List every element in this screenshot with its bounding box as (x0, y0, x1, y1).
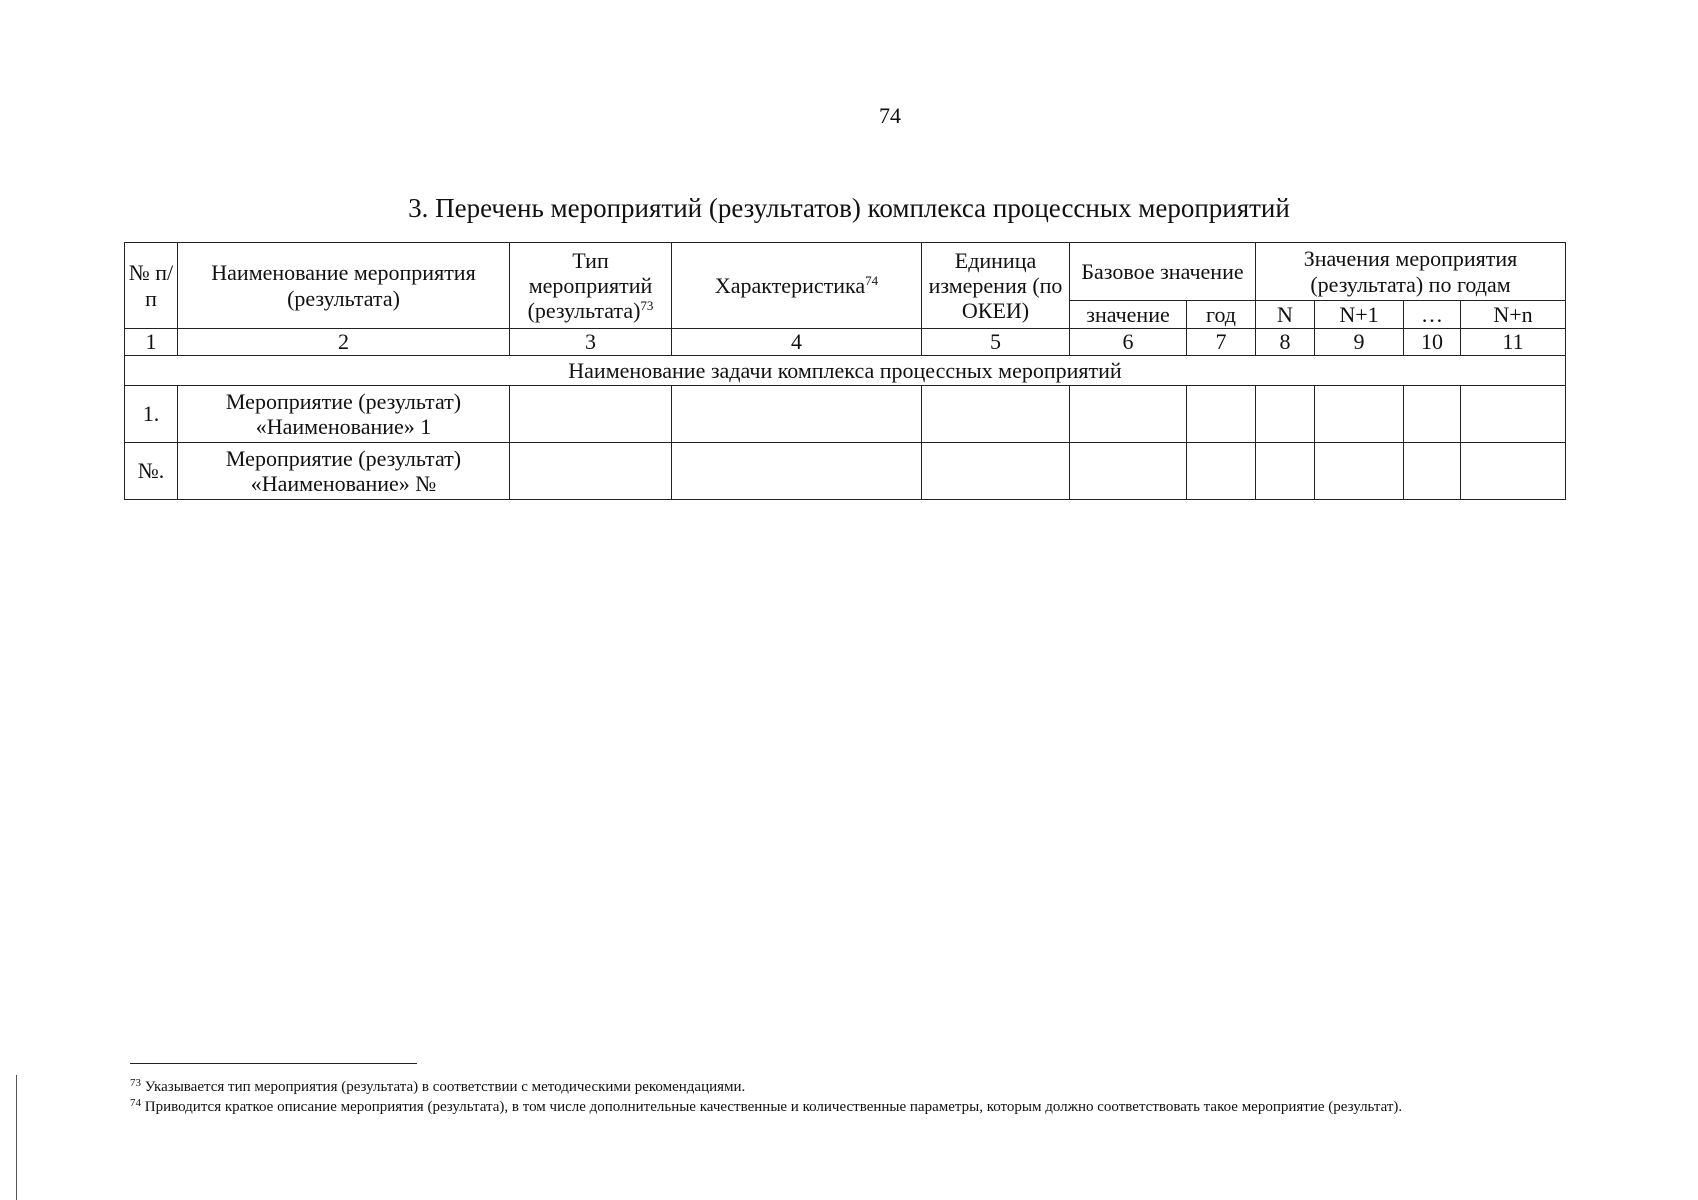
row-name (178, 386, 510, 443)
empty-cell (922, 443, 1070, 500)
column-number-row (125, 329, 1566, 356)
column-number: 5 (922, 329, 1070, 356)
header-name: Наименование мероприятия (результата) (178, 243, 510, 329)
header-values-by-year: Значения мероприятия (результата) по годам (1256, 243, 1566, 301)
header-type (510, 243, 672, 329)
empty-cell (1461, 443, 1566, 500)
row-name (178, 443, 510, 500)
header-base-value: значение (1070, 301, 1187, 329)
row-name-line1: Мероприятие (результат) (225, 445, 462, 471)
task-row (125, 356, 1566, 386)
empty-cell (672, 386, 922, 443)
column-number: 8 (1256, 329, 1315, 356)
empty-cell (1070, 386, 1187, 443)
column-number: 6 (1070, 329, 1187, 356)
column-number: 10 (1404, 329, 1461, 356)
header-base-year: год (1187, 301, 1256, 329)
empty-cell (1461, 386, 1566, 443)
row-name-line2: «Наименование» 1 (255, 414, 432, 439)
header-num: № п/п (125, 243, 178, 329)
empty-cell (510, 386, 672, 443)
task-name: Наименование задачи комплекса процессных мероприятий (125, 356, 1566, 386)
header-year-nn: N+n (1461, 301, 1566, 329)
empty-cell (1404, 443, 1461, 500)
row-name-line2: «Наименование» № (250, 471, 437, 496)
footnote-mark: 74 (130, 1096, 141, 1109)
column-number: 4 (672, 329, 922, 356)
header-unit: Единица измерения (по ОКЕИ) (922, 243, 1070, 329)
scan-edge-line (16, 1075, 17, 1200)
footnote-73 (130, 1078, 1600, 1098)
header-base: Базовое значение (1070, 243, 1256, 301)
column-number: 9 (1315, 329, 1404, 356)
empty-cell (922, 386, 1070, 443)
column-number: 2 (178, 329, 510, 356)
header-characteristic-text: Характеристика (714, 272, 866, 298)
footnotes (130, 1078, 1600, 1117)
header-year-n1: N+1 (1315, 301, 1404, 329)
activities-table (124, 242, 1566, 500)
empty-cell (1187, 386, 1256, 443)
empty-cell (672, 443, 922, 500)
footnote-74 (130, 1098, 1600, 1118)
empty-cell (1256, 443, 1315, 500)
empty-cell (1404, 386, 1461, 443)
row-num: №. (125, 443, 178, 500)
column-number: 3 (510, 329, 672, 356)
row-num: 1. (125, 386, 178, 443)
footnote-mark: 73 (130, 1077, 141, 1089)
footnote-ref-74: 74 (865, 272, 879, 288)
header-type-text: Тип мероприятий (результата) (527, 247, 653, 324)
column-number: 11 (1461, 329, 1566, 356)
empty-cell (1187, 443, 1256, 500)
table-row (125, 443, 1566, 500)
empty-cell (510, 443, 672, 500)
empty-cell (1315, 386, 1404, 443)
empty-cell (1256, 386, 1315, 443)
footnote-separator (130, 1063, 417, 1064)
row-name-line1: Мероприятие (результат) (225, 388, 462, 414)
empty-cell (1070, 443, 1187, 500)
empty-cell (1315, 443, 1404, 500)
footnote-ref-73: 73 (640, 298, 654, 314)
column-number: 1 (125, 329, 178, 356)
header-year-n: N (1256, 301, 1315, 329)
page-number: 74 (879, 103, 901, 128)
header-row-main (125, 243, 1566, 301)
header-characteristic (672, 243, 922, 329)
footnote-text: Указывается тип мероприятия (результата) в соответствии с методическими рекомендациями. (144, 1079, 746, 1095)
footnote-text: Приводится краткое описание мероприятия (результата), в том числе дополнительные качественные и количественные параметры, которым должно соответствовать такое мероприятие (результат). (144, 1098, 1403, 1115)
table-row (125, 386, 1566, 443)
header-year-dots: … (1404, 301, 1461, 329)
column-number: 7 (1187, 329, 1256, 356)
document-title: 3. Перечень мероприятий (результатов) комплекса процессных мероприятий (408, 193, 1290, 223)
